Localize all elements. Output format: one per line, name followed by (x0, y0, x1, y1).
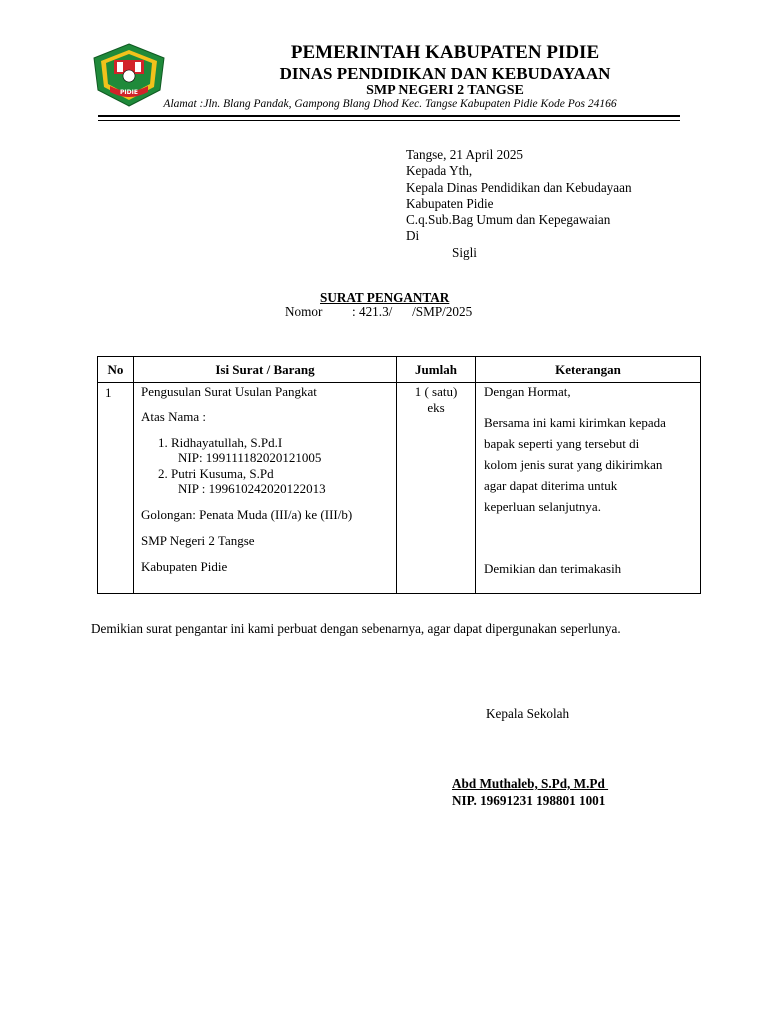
table-header-row (98, 357, 701, 383)
signature-position: Kepala Sekolah (486, 706, 570, 721)
isi-subject: Pengusulan Surat Usulan Pangkat (141, 384, 317, 399)
row-number: 1 (105, 385, 112, 400)
ket-line-2: bapak seperti yang tersebut di (484, 436, 640, 451)
header-government: PEMERINTAH KABUPATEN PIDIE (290, 42, 600, 63)
letter-number: Nomor : 421.3/ /SMP/2025 (285, 304, 473, 319)
table-row (98, 383, 701, 594)
recipient-block (406, 147, 632, 261)
ket-closing: Demikian dan terimakasih (484, 561, 622, 576)
ket-line-4: agar dapat diterima untuk (484, 478, 618, 493)
header-department: DINAS PENDIDIKAN DAN KEBUDAYAAN (279, 64, 611, 83)
col-header-isi: Isi Surat / Barang (134, 357, 397, 383)
header-address: Alamat :Jln. Blang Pandak, Gampong Blang Dhod Kec. Tangse Kabupaten Pidie Kode Pos 24166 (163, 98, 617, 110)
ket-line-1: Bersama ini kami kirimkan kepada (484, 415, 666, 430)
ket-greeting: Dengan Hormat, (484, 384, 571, 399)
signature-nip: NIP. 19691231 198801 1001 (452, 793, 606, 808)
jumlah-unit: eks (427, 400, 445, 415)
recipient-line-1: Kepala Dinas Pendidikan dan Kebudayaan (406, 179, 632, 195)
isi-person-2-nip: NIP : 199610242020122013 (178, 481, 326, 496)
cell-jumlah (397, 383, 476, 594)
recipient-to: Kepada Yth, (406, 163, 473, 179)
isi-person-1-nip: NIP: 199111182020121005 (178, 450, 322, 465)
letter-title: SURAT PENGANTAR (320, 290, 450, 305)
letter-table (97, 356, 701, 594)
signature-name: Abd Muthaleb, S.Pd, M.Pd (452, 776, 609, 791)
recipient-line-4: Di (406, 228, 420, 244)
header-rule-thick (98, 115, 680, 117)
isi-person-1-name: 1. Ridhayatullah, S.Pd.I (158, 435, 283, 450)
cell-isi (134, 383, 397, 594)
col-header-no: No (98, 357, 134, 383)
recipient-line-2: Kabupaten Pidie (406, 195, 494, 211)
col-header-keterangan: Keterangan (476, 357, 701, 383)
cell-no (98, 383, 134, 594)
header-school: SMP NEGERI 2 TANGSE (366, 83, 524, 98)
ket-line-3: kolom jenis surat yang dikirimkan (484, 457, 663, 472)
ket-line-5: keperluan selanjutnya. (484, 499, 601, 514)
isi-person-2-name: 2. Putri Kusuma, S.Pd (158, 466, 274, 481)
cell-keterangan (476, 383, 701, 594)
jumlah-quantity: 1 ( satu) (414, 384, 458, 399)
isi-school: SMP Negeri 2 Tangse (141, 533, 255, 548)
recipient-line-3: C.q.Sub.Bag Umum dan Kepegawaian (406, 212, 611, 228)
col-header-jumlah: Jumlah (397, 357, 476, 383)
recipient-city: Sigli (452, 244, 477, 260)
isi-regency: Kabupaten Pidie (141, 559, 228, 574)
closing-statement: Demikian surat pengantar ini kami perbuat dengan sebenarnya, agar dapat dipergunakan seperlunya. (91, 621, 621, 636)
isi-atas-nama: Atas Nama : (141, 409, 206, 424)
header-rule-thin (98, 120, 680, 121)
letter-date: Tangse, 21 April 2025 (406, 147, 524, 162)
logo-text: PIDIE (120, 89, 138, 96)
isi-golongan: Golongan: Penata Muda (III/a) ke (III/b) (141, 507, 353, 522)
